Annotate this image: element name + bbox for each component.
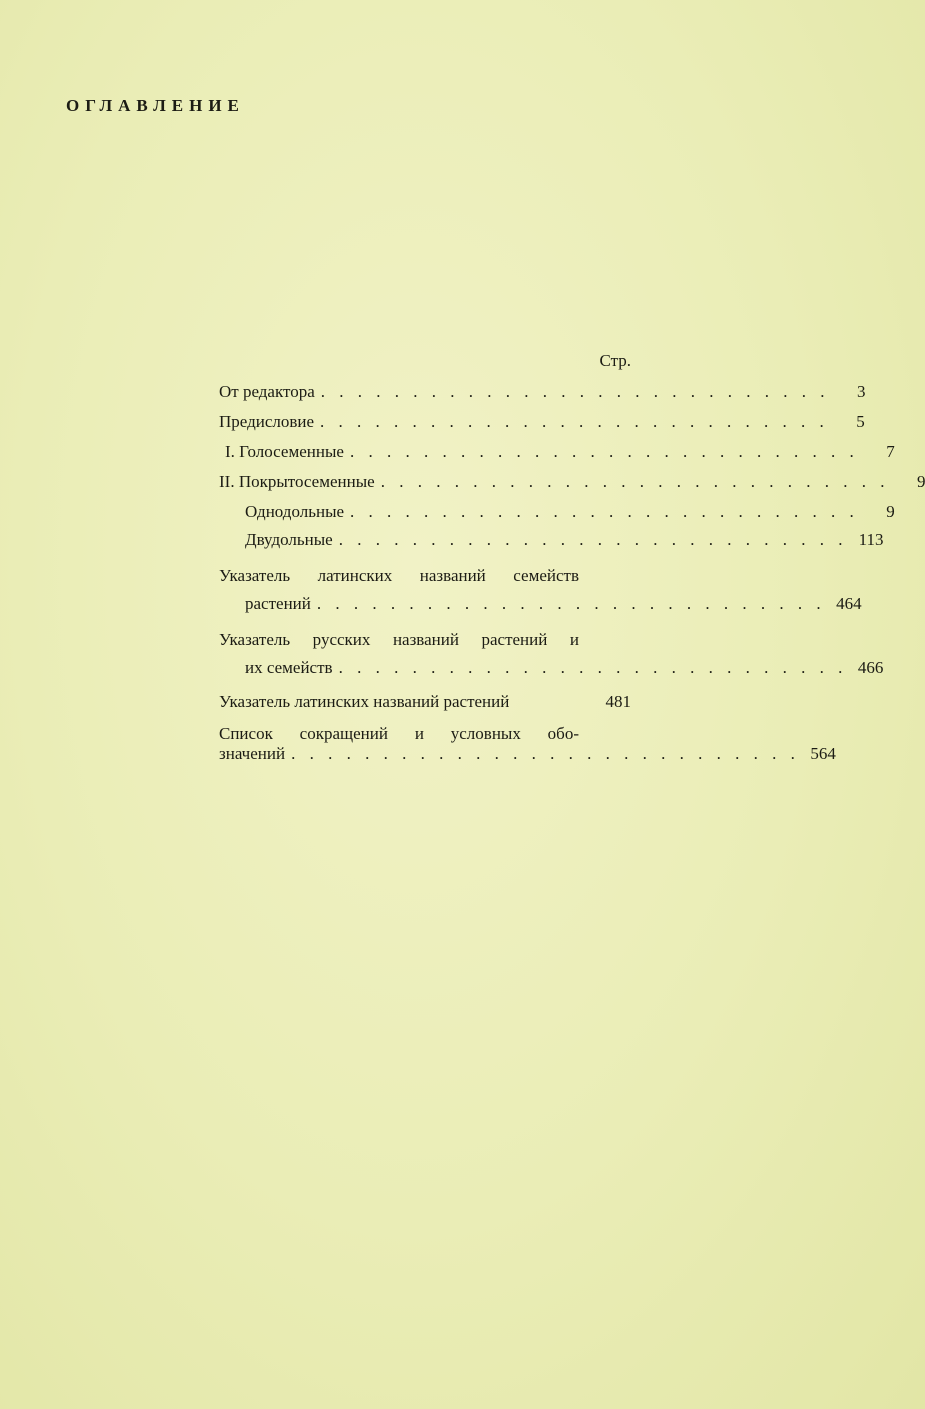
toc-entry-label-line1: Список сокращений и условных обо- bbox=[219, 724, 579, 743]
toc-entry-label: Указатель латинских названий растений bbox=[219, 692, 510, 711]
toc-entry-angiosperms bbox=[219, 468, 925, 496]
page-column-label: Стр. bbox=[599, 351, 631, 370]
toc-entry-label: Предисловие bbox=[219, 412, 315, 431]
toc-entry-page: 466 bbox=[857, 658, 884, 677]
toc-entry-label-line2: их семейств bbox=[245, 658, 333, 677]
toc-entry-monocots bbox=[219, 498, 895, 526]
toc-entry-latin-family-index bbox=[219, 562, 862, 618]
toc-entry-dicots bbox=[219, 526, 884, 554]
dot-leader: . . . . . . . . . . . . . . . . . . . . . . . . . . . . bbox=[291, 744, 800, 763]
toc-entry-page: 481 bbox=[605, 692, 631, 711]
toc-entry-continuation bbox=[219, 654, 884, 682]
toc-entry-label: Двудольные bbox=[245, 530, 333, 549]
page-heading: ОГЛАВЛЕНИЕ bbox=[66, 96, 245, 115]
toc-entry-page: 9 bbox=[886, 502, 895, 521]
toc-entry-page: 564 bbox=[810, 744, 836, 763]
dot-leader: . . . . . . . . . . . . . . . . . . . . . . . . . . . . bbox=[380, 472, 890, 491]
dot-leader: . . . . . . . . . . . . . . . . . . . . . . . . . . . . bbox=[320, 382, 830, 401]
toc-entry-label: Однодольные bbox=[245, 502, 345, 521]
toc-entry-continuation bbox=[219, 590, 862, 618]
toc-entry-label: I. Голосеменные bbox=[225, 442, 344, 461]
dot-leader: . . . . . . . . . . . . . . . . . . . . . . . . . . . . bbox=[320, 412, 829, 431]
toc-entry-label-line2: значений bbox=[219, 744, 286, 763]
toc-entry-label: II. Покрытосеменные bbox=[219, 472, 375, 491]
toc-entry-page: 7 bbox=[886, 442, 895, 461]
toc-entry-page: 113 bbox=[858, 530, 884, 549]
table-of-contents bbox=[219, 348, 925, 764]
dot-leader: . . . . . . . . . . . . . . . . . . . . . . . . . . . . bbox=[316, 594, 826, 613]
toc-entry-label-line1: Указатель русских названий растений и bbox=[219, 630, 579, 649]
toc-entry-russian-index bbox=[219, 626, 884, 682]
toc-entry-label-line1: Указатель латинских названий семейств bbox=[219, 566, 579, 585]
toc-entry-page: 3 bbox=[857, 382, 866, 401]
dot-leader: . . . . . . . . . . . . . . . . . . . . . . . . . . . . bbox=[349, 442, 859, 461]
toc-entry-continuation bbox=[219, 744, 836, 764]
toc-entry-page: 5 bbox=[856, 412, 865, 431]
toc-entry-gymnosperms bbox=[219, 438, 895, 466]
toc-entry-page: 464 bbox=[836, 594, 862, 613]
dot-leader: . . . . . . . . . . . . . . . . . . . . . . . . . . . . bbox=[338, 658, 848, 677]
toc-entry-latin-plant-index bbox=[219, 688, 631, 716]
toc-entry-preface bbox=[219, 408, 865, 436]
dot-leader: . . . . . . . . . . . . . . . . . . . . . . . . . . . . bbox=[338, 530, 848, 549]
toc-entry-abbreviations bbox=[219, 724, 836, 764]
dot-leader: . . . . . . . . . . . . . . . . . . . . . . . . . . . . bbox=[350, 502, 859, 521]
toc-entry-label: От редактора bbox=[219, 382, 315, 401]
toc-entry-label-line2: растений bbox=[245, 594, 311, 613]
toc-entry-page: 9 bbox=[916, 472, 925, 491]
toc-entry-editor bbox=[219, 378, 866, 406]
